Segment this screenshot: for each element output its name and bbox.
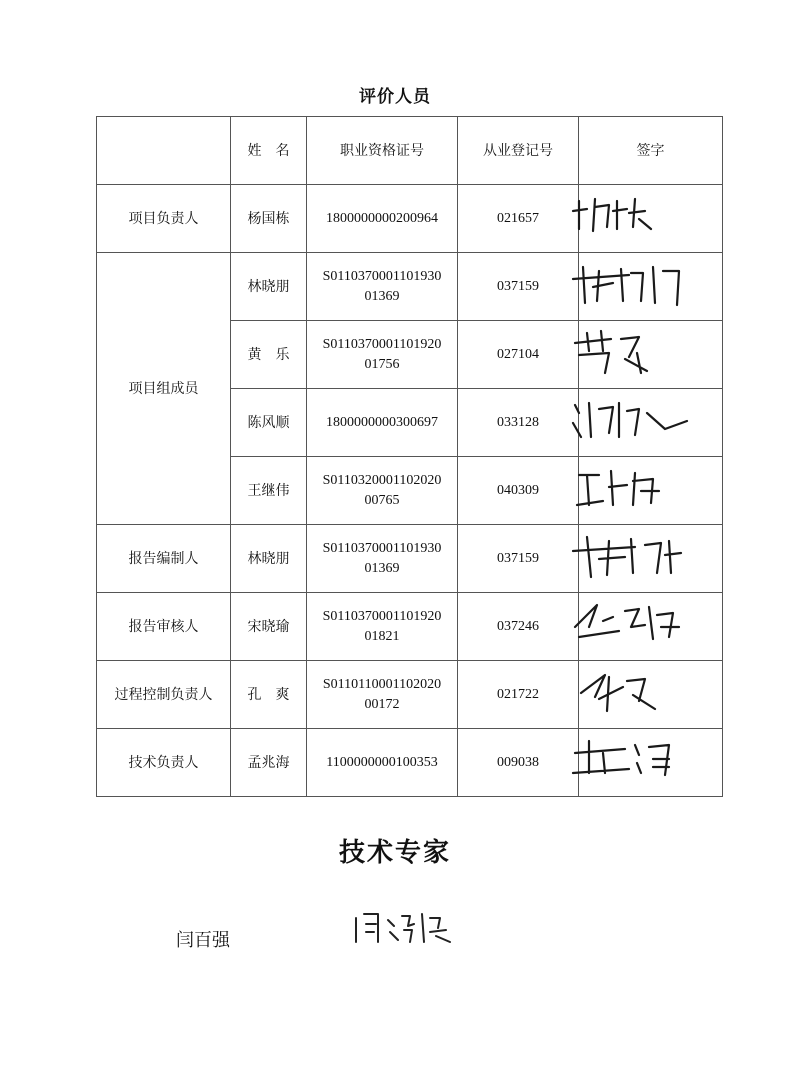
cert-number xyxy=(307,729,458,797)
table-row xyxy=(97,525,723,593)
registration-number: 040309 xyxy=(458,457,579,525)
person-name: 杨国栋 xyxy=(231,185,307,253)
signature-cell xyxy=(579,321,723,389)
table-row xyxy=(97,729,723,797)
cert-number-line: 00765 xyxy=(364,492,400,508)
cert-number-line: 01756 xyxy=(364,356,400,372)
cert-number-line: 1800000000300697 xyxy=(326,414,438,430)
registration-number: 021722 xyxy=(458,661,579,729)
staff-table xyxy=(96,116,723,797)
signature-cell xyxy=(579,525,723,593)
table-row xyxy=(97,593,723,661)
cert-number xyxy=(307,661,458,729)
cert-number xyxy=(307,389,458,457)
signature-cell xyxy=(579,389,723,457)
cert-number-line: S0110370001101920 xyxy=(322,336,442,352)
table-row xyxy=(97,661,723,729)
cert-number-line: S0110370001101920 xyxy=(322,608,442,624)
signature-cell xyxy=(579,593,723,661)
cert-number-line: S0110320001102020 xyxy=(322,472,442,488)
cert-number-line: 1800000000200964 xyxy=(326,210,438,226)
role-cell: 项目组成员 xyxy=(97,253,231,525)
table-row xyxy=(97,253,723,321)
experts-title: 技术专家 xyxy=(338,838,451,868)
person-name: 黄 乐 xyxy=(231,321,307,389)
person-name: 王继伟 xyxy=(231,457,307,525)
page-title: 评价人员 xyxy=(359,87,431,107)
registration-number: 033128 xyxy=(458,389,579,457)
registration-number: 037159 xyxy=(458,525,579,593)
signature-cell xyxy=(579,185,723,253)
cert-number xyxy=(307,457,458,525)
cert-number xyxy=(307,185,458,253)
cert-number-line: S0110370001101930 xyxy=(322,268,442,284)
role-cell: 报告审核人 xyxy=(97,593,231,661)
table-row xyxy=(97,185,723,253)
header-role xyxy=(97,117,231,185)
expert-name: 闫百强 xyxy=(176,930,230,951)
cert-number-line: 1100000000100353 xyxy=(326,754,438,770)
registration-number: 021657 xyxy=(458,185,579,253)
signature-cell xyxy=(579,253,723,321)
person-name: 孟兆海 xyxy=(231,729,307,797)
header-name: 姓 名 xyxy=(231,117,307,185)
cert-number-line: 01821 xyxy=(364,628,400,644)
header-cert: 职业资格证号 xyxy=(307,117,458,185)
person-name: 孔 爽 xyxy=(231,661,307,729)
cert-number-line: S0110110001102020 xyxy=(322,676,442,692)
cert-number-line: 01369 xyxy=(364,288,400,304)
cert-number-line: 00172 xyxy=(364,696,400,712)
cert-number xyxy=(307,253,458,321)
cert-number xyxy=(307,525,458,593)
table-header-row xyxy=(97,117,723,185)
role-cell: 过程控制负责人 xyxy=(97,661,231,729)
signature-cell xyxy=(579,661,723,729)
header-reg: 从业登记号 xyxy=(458,117,579,185)
registration-number: 009038 xyxy=(458,729,579,797)
cert-number xyxy=(307,321,458,389)
registration-number: 037246 xyxy=(458,593,579,661)
header-signature: 签字 xyxy=(579,117,723,185)
cert-number-line: 01369 xyxy=(364,560,400,576)
cert-number-line: S0110370001101930 xyxy=(322,540,442,556)
role-cell: 技术负责人 xyxy=(97,729,231,797)
role-cell: 项目负责人 xyxy=(97,185,231,253)
person-name: 林晓朋 xyxy=(231,525,307,593)
person-name: 陈风顺 xyxy=(231,389,307,457)
registration-number: 037159 xyxy=(458,253,579,321)
signature-icon xyxy=(350,902,480,956)
signature-cell xyxy=(579,457,723,525)
registration-number: 027104 xyxy=(458,321,579,389)
person-name: 宋晓瑜 xyxy=(231,593,307,661)
person-name: 林晓朋 xyxy=(231,253,307,321)
cert-number xyxy=(307,593,458,661)
role-cell: 报告编制人 xyxy=(97,525,231,593)
signature-cell xyxy=(579,729,723,797)
